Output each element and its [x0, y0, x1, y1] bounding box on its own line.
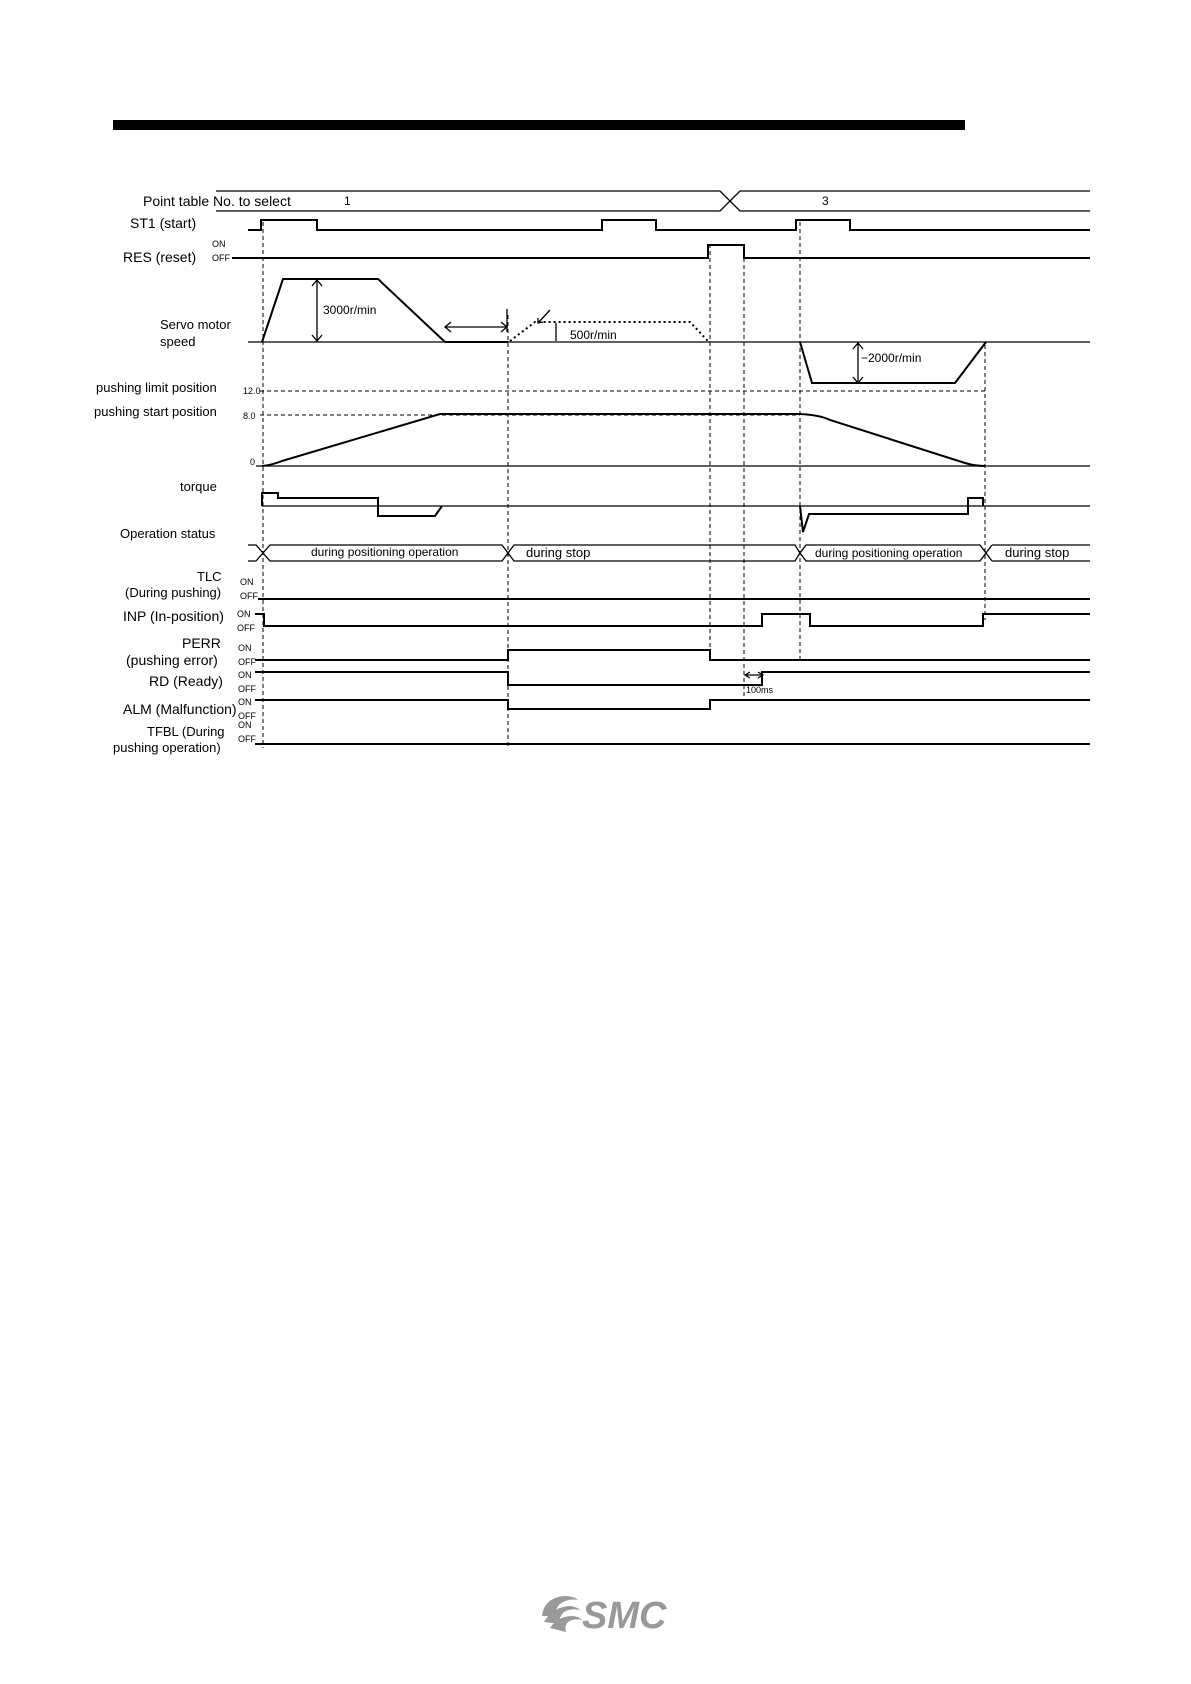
alm-trace	[255, 700, 1090, 709]
status-stop-2: during stop	[1005, 545, 1070, 560]
torque-profile-1	[262, 493, 442, 516]
tick-8: 8.0	[243, 411, 256, 421]
smc-logo	[538, 1590, 668, 1636]
speed-reverse-label: −2000r/min	[861, 351, 922, 365]
label-alm: ALM (Malfunction)	[123, 701, 237, 717]
inp-trace	[255, 614, 1090, 626]
speed-high-label: 3000r/min	[323, 303, 377, 317]
label-tlc-2: (During pushing)	[125, 585, 222, 600]
rd-on-label: ON	[238, 670, 252, 680]
tlc-off-label: OFF	[240, 591, 258, 601]
res-on-label: ON	[212, 239, 226, 249]
position-trace	[243, 386, 1090, 467]
perr-on-label: ON	[238, 643, 252, 653]
label-torque: torque	[180, 479, 217, 494]
label-servo-speed-1: Servo motor	[160, 317, 231, 332]
speed-pushing-label: 500r/min	[570, 328, 617, 342]
signal-labels	[94, 193, 291, 755]
torque-profile-3	[800, 498, 983, 532]
status-stop-1: during stop	[526, 545, 591, 560]
inp-off-label: OFF	[237, 623, 255, 633]
event-markers	[263, 222, 985, 748]
speed-high-arrow	[312, 280, 322, 341]
point-table-bus-1	[216, 191, 730, 211]
inp-on-label: ON	[237, 609, 251, 619]
label-tlc-1: TLC	[197, 569, 222, 584]
alm-on-label: ON	[238, 697, 252, 707]
label-inp: INP (In-position)	[123, 608, 224, 624]
label-st1: ST1 (start)	[130, 215, 197, 231]
delay-arrow	[745, 672, 763, 678]
point-table-bus-3	[730, 191, 1090, 211]
label-perr-1: PERR	[182, 635, 221, 651]
operation-status-trace	[248, 545, 1090, 561]
label-res: RES (reset)	[123, 249, 197, 265]
status-positioning-1: during positioning operation	[311, 545, 459, 559]
delay-label: 100ms	[746, 685, 774, 695]
level-labels	[212, 239, 258, 744]
smc-logo-text: SMC	[582, 1595, 667, 1636]
perr-off-label: OFF	[238, 657, 256, 667]
rd-trace	[255, 672, 1090, 685]
label-tfbl-1: TFBL (During	[147, 724, 225, 739]
torque-trace	[262, 493, 1090, 532]
tlc-on-label: ON	[240, 577, 254, 587]
res-off-label: OFF	[212, 253, 230, 263]
point-number-3: 3	[822, 194, 829, 208]
label-rd: RD (Ready)	[149, 673, 223, 689]
label-pushing-start: pushing start position	[94, 404, 217, 419]
label-perr-2: (pushing error)	[126, 652, 218, 668]
alm-off-label: OFF	[238, 711, 256, 721]
res-trace	[232, 245, 1090, 258]
timeout-arrow	[445, 322, 507, 332]
tick-12: 12.0	[243, 386, 261, 396]
tick-0: 0	[250, 457, 256, 467]
speed-profile-1	[262, 279, 508, 342]
point-number-1: 1	[344, 194, 351, 208]
delay-annotation	[745, 672, 774, 695]
tfbl-off-label: OFF	[238, 734, 256, 744]
label-operation-status: Operation status	[120, 526, 216, 541]
position-profile	[262, 414, 985, 466]
label-pushing-limit: pushing limit position	[96, 380, 217, 395]
point-table-trace	[216, 191, 1090, 211]
st1-trace	[248, 220, 1090, 230]
label-point-table: Point table No. to select	[143, 193, 291, 209]
status-positioning-2: during positioning operation	[815, 546, 963, 560]
label-tfbl-2: pushing operation)	[113, 740, 221, 755]
servo-speed-trace	[248, 279, 1090, 383]
perr-trace	[255, 650, 1090, 660]
tfbl-on-label: ON	[238, 720, 252, 730]
label-servo-speed-2: speed	[160, 334, 196, 349]
smc-logo-mark	[542, 1596, 582, 1632]
rd-off-label: OFF	[238, 684, 256, 694]
